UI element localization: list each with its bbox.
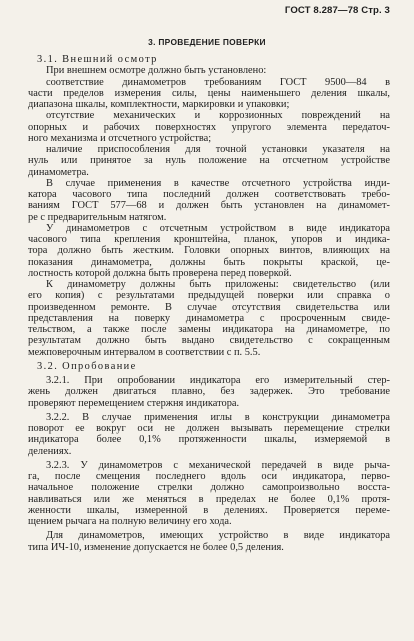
text-line: опорных и рабочих поверхностях упругого элемента передаточ- [28,121,390,133]
text-line: К динамометру должны быть приложены: свидетельство (или [46,279,390,290]
text-line: динамометра. [28,166,89,178]
text-line: делениях. [28,445,72,457]
text-line: га, после смещения последнего вдоль оси индикатора, перво- [28,471,390,482]
text-line: тора должно быть жестким. Головки опорных винтов, влияющих на [28,245,390,257]
text-line: 3.2.2. В случае применения иглы в конструкции динамометра [46,411,390,423]
text-line: В случае применения в качестве отсчетного устройства инди- [46,177,390,189]
text-line: женности шкалы, измеренной в делениях. Проверяется переме- [28,504,390,516]
text-line: диапазона шкалы, комплектности, маркировки и упаковки; [28,99,290,110]
text-line: 3.2.3. У динамометров с механической передачей в виде рыча- [46,459,390,471]
text-line: проверяют перемещением стержня индикатора. [28,397,240,409]
text-line: ре с предварительным натягом. [28,211,167,223]
text-line: При внешнем осмотре должно быть установлено: [46,65,267,77]
text-line: наличие приспособления для точной установки указателя на [46,144,390,155]
text-line: произведенном ремонте. В случае отсутствия свидетельства или [28,301,390,313]
text-line: жень должен двигаться плавно, без задержек. Это требование [28,386,390,398]
text-line: начальное положение стрелки должно самопроизвольно восста- [28,482,390,494]
text-line: ваниям ГОСТ 577—68 и должен быть установлен на динамомет- [28,200,390,212]
text-line: показания динамометра, должны быть покрыты краской, це- [28,256,390,268]
text-line: навливаться или же меняться в пределах не более 0,1% протя- [28,493,390,505]
text-line: индикатора более 0,1% протяженности шкалы, измеряемой в [28,434,390,446]
text-line: катора часового типа последний должен соответствовать требо- [28,189,390,200]
text-line: ного механизма и отсчетного устройства; [28,132,212,144]
page-header: ГОСТ 8.287—78 Стр. 3 [284,5,390,16]
body-text [28,54,390,553]
text-line: тельством, а также после замены индикатора на динамометре, по [28,324,390,335]
text-line: поворот ее вокруг оси не должен вызывать перемещение стрелки [28,423,390,434]
text-line: Для динамометров, имеющих устройство в виде индикатора [46,530,390,542]
text-line: отсутствие механических и коррозионных повреждений на [46,110,390,122]
text-line: 3.1. Внешний осмотр [37,54,158,65]
text-line: 3.2.1. При опробовании индикатора его измерительный стер- [46,375,390,386]
text-line: лостность которой должна быть проверена перед поверкой. [28,267,292,279]
text-line: его копия) с результатами предыдущей поверки или справка о [28,290,390,302]
text-line: 3.2. Опробование [37,360,137,372]
text-line: межповерочным интервалом в соответствии с п. 5.5. [28,346,261,358]
text-line: части пределов измерения силы, цены наименьшего деления шкалы, [28,87,390,99]
text-line: типа ИЧ-10, изменение допускается не более 0,5 деления. [28,541,284,553]
text-line: результатам должно быть выдано свидетельство с сокращенным [28,335,390,347]
text-line: щением рычага на полную величину его хода. [28,516,232,527]
text-line: часового типа крепления кронштейна, планок, упоров и индика- [28,234,390,245]
text-line: У динамометров с отсчетным устройством в виде индикатора [46,222,390,234]
text-line: нуль или принятое за нуль положение на отсчетном устройстве [28,155,390,167]
text-line: представления на поверку динамометра с просроченным свиде- [28,312,390,324]
text-line: соответствие динамометров требованиям ГОСТ 9500—84 в [46,76,390,88]
section-title: 3. ПРОВЕДЕНИЕ ПОВЕРКИ [148,37,266,47]
